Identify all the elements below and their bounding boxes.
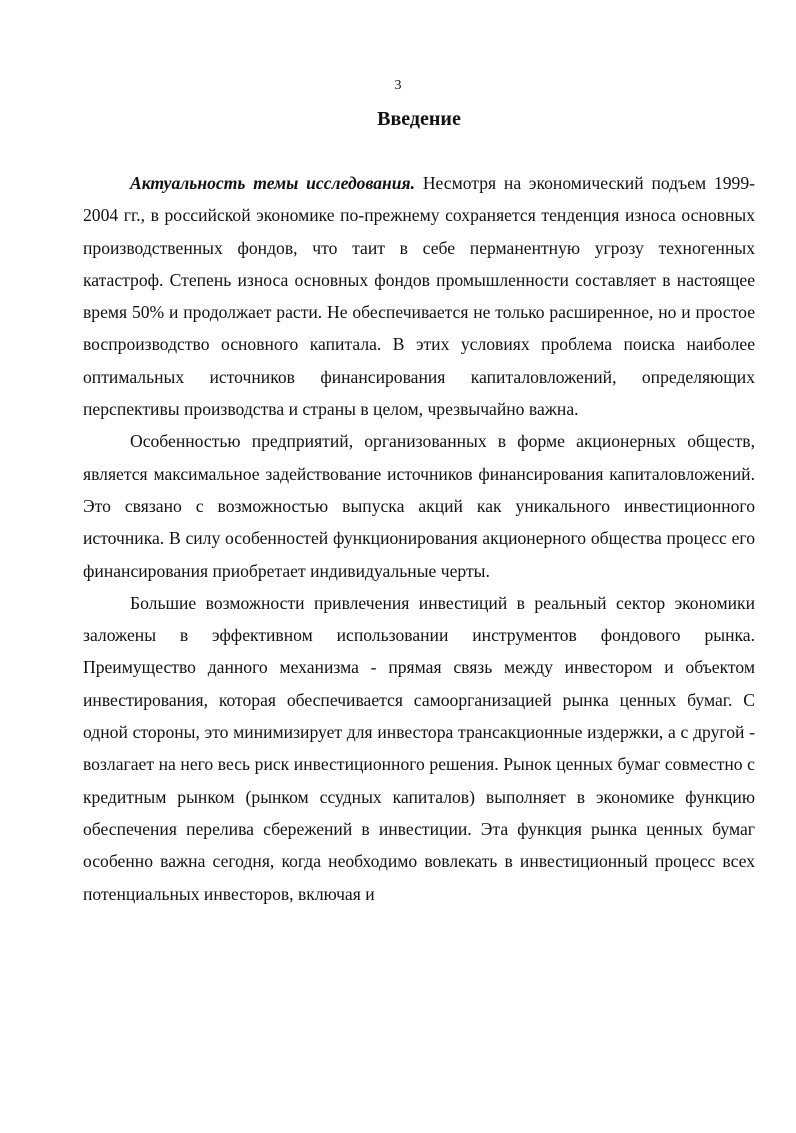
page-title: Введение	[377, 108, 461, 130]
paragraph-relevance	[83, 167, 755, 425]
paragraph-text: Несмотря на экономический подъем 1999-2004 гг., в российской экономике по-прежнему сохраняется тенденция износа основных производственных фондов, что таит в себе перманентную угрозу техногенных катастроф. Степень износа основных фондов промышленности составляет в настоящее время 50% и продолжает расти. Не обеспечивается не только расширенное, но и простое воспроизводство основного капитала. В этих условиях проблема поиска наиболее оптимальных источников финансирования капиталовложений, определяющих перспективы производства и страны в целом, чрезвычайно важна.	[83, 173, 755, 420]
page-number: 3	[394, 78, 402, 93]
paragraph-lead: Актуальность темы исследования.	[130, 173, 416, 193]
paragraph-joint-stock: Особенностью предприятий, организованных в форме акционерных обществ, является максимальное задействование источников финансирования капиталовложений. Это связано с возможностью выпуска акций как уникального инвестиционного источника. В силу особенностей функционирования акционерного общества процесс его финансирования приобретает индивидуальные черты.	[83, 431, 755, 581]
paragraph-securities-market: Большие возможности привлечения инвестиций в реальный сектор экономики заложены в эффективном использовании инструментов фондового рынка. Преимущество данного механизма - прямая связь между инвестором и объектом инвестирования, которая обеспечивается самоорганизацией рынка ценных бумаг. С одной стороны, это минимизирует для инвестора трансакционные издержки, а с другой - возлагает на него весь риск инвестиционного решения. Рынок ценных бумаг совместно с кредитным рынком (рынком ссудных капиталов) выполняет в экономике функцию обеспечения перелива сбережений в инвестиции. Эта функция рынка ценных бумаг особенно важна сегодня, когда необходимо вовлекать в инвестиционный процесс всех потенциальных инвесторов, включая и	[83, 592, 755, 904]
body-text	[83, 167, 755, 910]
